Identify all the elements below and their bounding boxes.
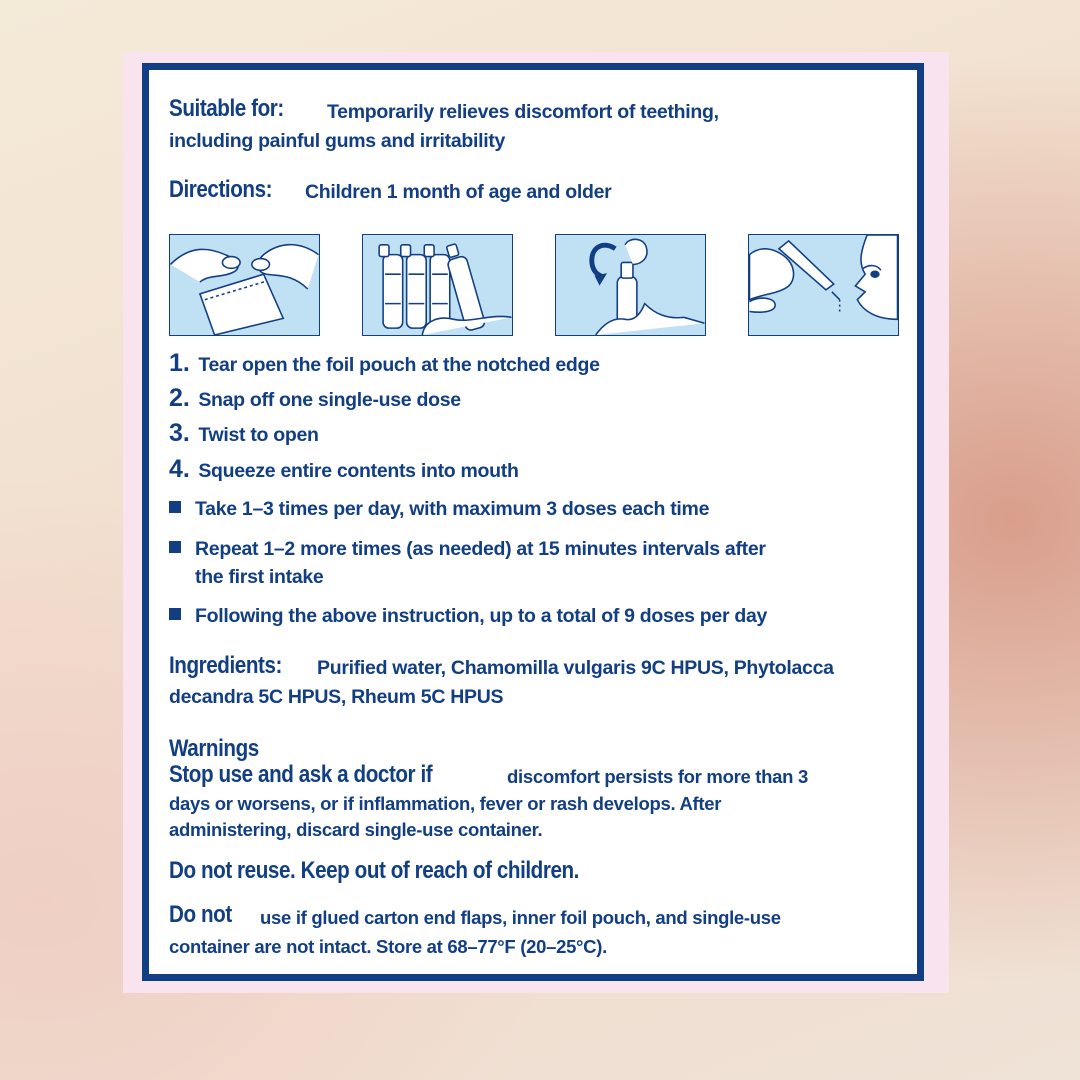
suitable-heading: Suitable for: bbox=[169, 95, 284, 122]
snap-dose-illustration bbox=[362, 234, 513, 336]
do-not-block bbox=[169, 901, 242, 929]
suitable-text-line2: including painful gums and irritability bbox=[169, 130, 506, 152]
step-2-number: 2. bbox=[169, 384, 190, 412]
step-3-number: 3. bbox=[169, 419, 190, 447]
step-1 bbox=[169, 349, 600, 378]
bullet-square-icon bbox=[169, 501, 181, 513]
bullet-square-icon bbox=[169, 541, 181, 553]
stop-use-line3: administering, discard single-use container. bbox=[169, 819, 543, 840]
step-4-text: Squeeze entire contents into mouth bbox=[198, 460, 519, 482]
bullet-square-icon bbox=[169, 608, 181, 620]
bullet-1-text: Take 1–3 times per day, with maximum 3 doses each time bbox=[195, 498, 710, 520]
ingredients-line2: decandra 5C HPUS, Rheum 5C HPUS bbox=[169, 686, 504, 708]
reuse-warning-text: Do not reuse. Keep out of reach of children. bbox=[169, 857, 579, 884]
step-2-text: Snap off one single-use dose bbox=[198, 389, 461, 411]
squeeze-mouth-illustration bbox=[748, 234, 899, 336]
ingredients-heading: Ingredients: bbox=[169, 652, 282, 679]
bullet-2-text-line2: the first intake bbox=[195, 566, 324, 588]
warnings-section bbox=[169, 735, 273, 763]
directions-text: Children 1 month of age and older bbox=[305, 181, 612, 203]
step-1-text: Tear open the foil pouch at the notched edge bbox=[198, 354, 600, 376]
ingredients-section bbox=[169, 652, 300, 680]
bullet-3 bbox=[169, 605, 767, 628]
stop-use-line2: days or worsens, or if inflammation, fever or rash develops. After bbox=[169, 793, 722, 814]
reuse-warning bbox=[169, 857, 646, 885]
stop-use-heading: Stop use and ask a doctor if bbox=[169, 761, 433, 788]
warnings-heading: Warnings bbox=[169, 735, 259, 762]
stop-use-block bbox=[169, 761, 475, 789]
ingredients-line1: Purified water, Chamomilla vulgaris 9C HPUS, Phytolacca bbox=[317, 657, 834, 679]
do-not-line2: container are not intact. Store at 68–77°F (20–25°C). bbox=[169, 936, 607, 957]
step-3-text: Twist to open bbox=[198, 424, 319, 446]
suitable-section bbox=[169, 95, 303, 123]
step-4-number: 4. bbox=[169, 455, 190, 483]
twist-open-illustration bbox=[555, 234, 706, 336]
bullet-2-text-line1: Repeat 1–2 more times (as needed) at 15 minutes intervals after bbox=[195, 538, 766, 560]
do-not-heading: Do not bbox=[169, 901, 232, 928]
step-2 bbox=[169, 384, 461, 413]
bullet-3-text: Following the above instruction, up to a total of 9 doses per day bbox=[195, 605, 768, 627]
suitable-text-line1: Temporarily relieves discomfort of teething, bbox=[327, 101, 719, 123]
step-4 bbox=[169, 455, 519, 484]
tear-pouch-illustration bbox=[169, 234, 320, 336]
step-1-number: 1. bbox=[169, 349, 190, 377]
directions-heading: Directions: bbox=[169, 176, 273, 203]
stop-use-line1: discomfort persists for more than 3 bbox=[507, 766, 808, 787]
instruction-label bbox=[142, 63, 924, 981]
do-not-line1: use if glued carton end flaps, inner foil pouch, and single-use bbox=[260, 907, 781, 928]
bullet-1 bbox=[169, 498, 709, 521]
bullet-2 bbox=[169, 538, 766, 561]
directions-section bbox=[169, 176, 289, 204]
step-3 bbox=[169, 419, 319, 448]
